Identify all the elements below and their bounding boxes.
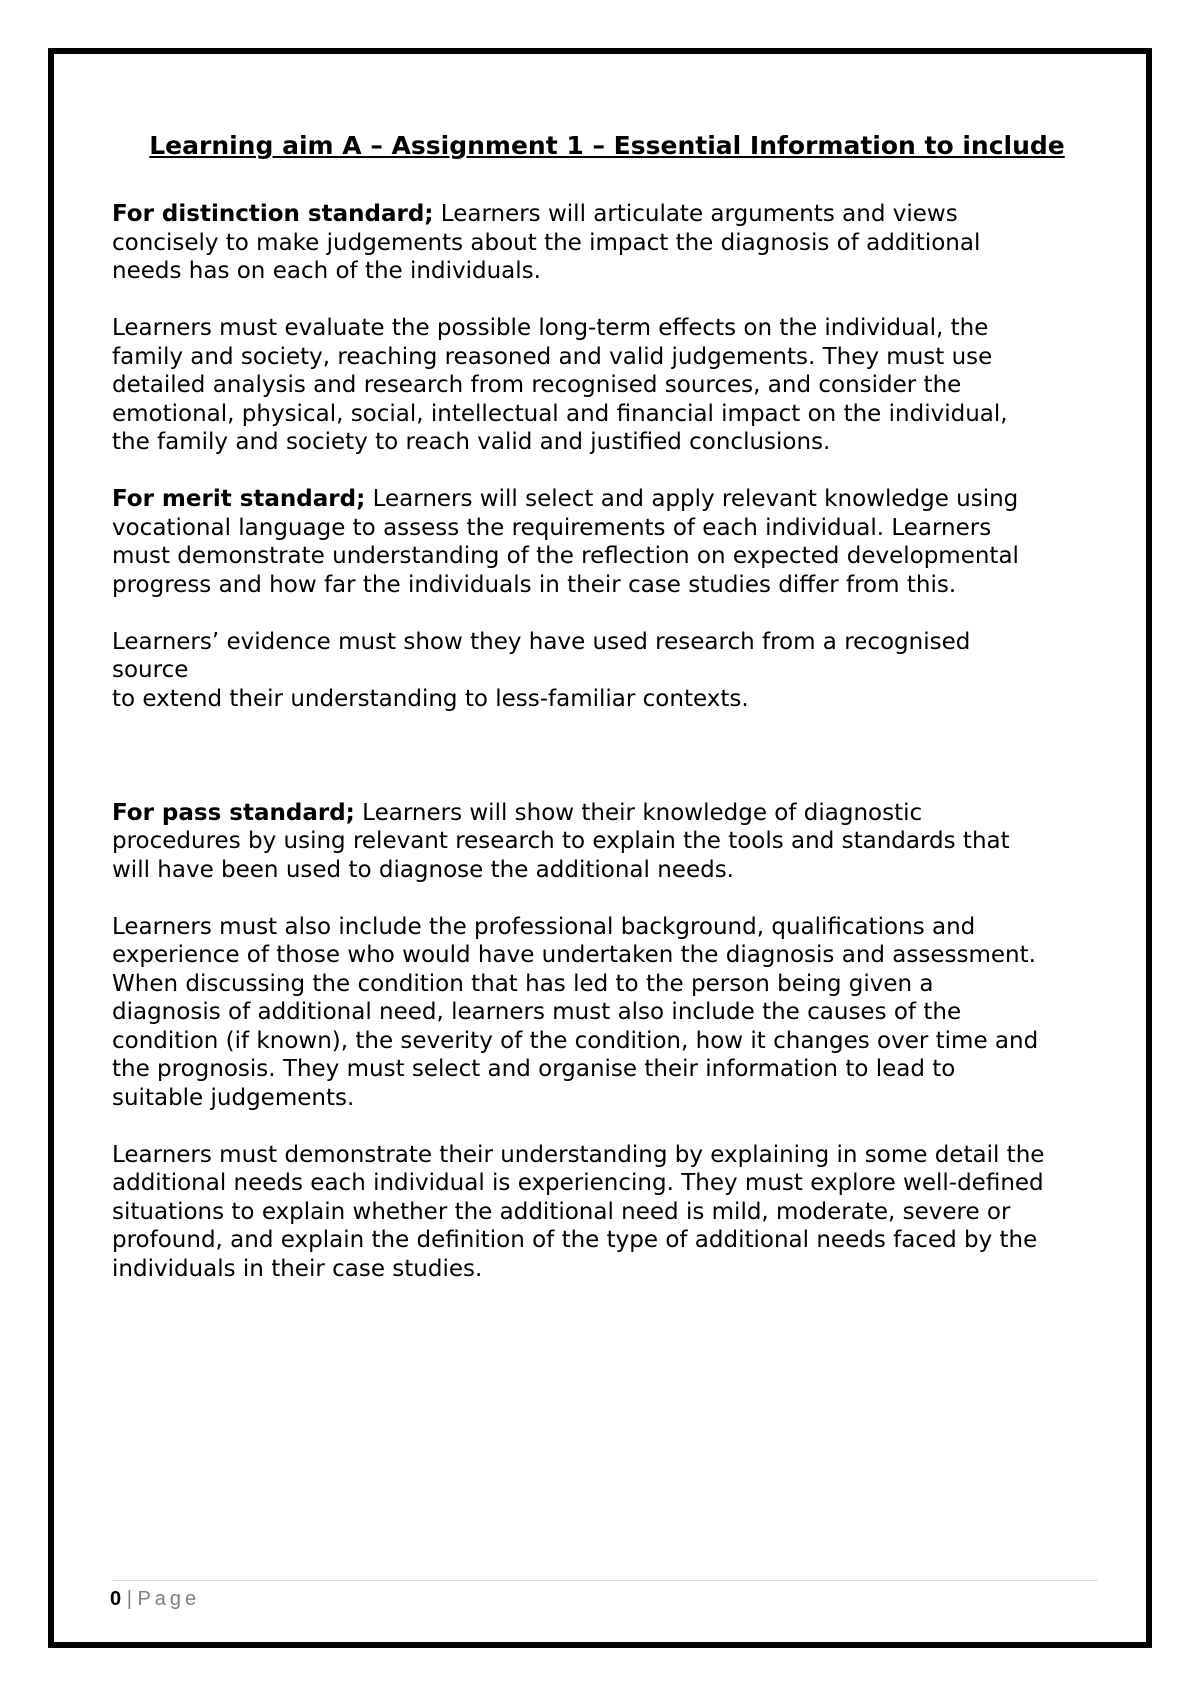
paragraph-pass-understanding — [112, 1141, 1102, 1284]
paragraph-line: situations to explain whether the additional need is mild, moderate, severe or — [112, 1198, 1011, 1225]
paragraph-line: progress and how far the individuals in their case studies differ from this. — [112, 571, 957, 598]
paragraph-line: source — [112, 657, 189, 683]
document-body — [112, 130, 1102, 1312]
paragraph-pass — [112, 799, 1102, 885]
paragraph-line: the family and society to reach valid and justified conclusions. — [112, 429, 831, 455]
paragraph-merit — [112, 485, 1102, 599]
document-title: Learning aim A – Assignment 1 – Essential Information to include — [149, 131, 1065, 160]
paragraph-line: detailed analysis and research from recognised sources, and consider the — [112, 372, 962, 398]
paragraph-line: experience of those who would have undertaken the diagnosis and assessment. — [112, 942, 1036, 968]
paragraph-line: For pass standard; Learners will show their knowledge of diagnostic — [112, 799, 923, 826]
page-label: Page — [137, 1588, 201, 1610]
paragraph-line: When discussing the condition that has led to the person being given a — [112, 970, 934, 997]
page-footer — [110, 1587, 200, 1611]
pass-heading: For pass standard; — [112, 799, 355, 826]
paragraph-line: diagnosis of additional need, learners must also include the causes of the — [112, 999, 962, 1025]
paragraph-line: family and society, reaching reasoned and valid judgements. They must use — [112, 343, 993, 370]
footer-divider — [112, 1580, 1098, 1581]
paragraph-line: condition (if known), the severity of the condition, how it changes over time and — [112, 1027, 1039, 1054]
paragraph-line: concisely to make judgements about the impact the diagnosis of additional — [112, 229, 981, 256]
paragraph-line: must demonstrate understanding of the reflection on expected developmental — [112, 543, 1019, 569]
paragraph-line: Learners’ evidence must show they have used research from a recognised — [112, 628, 971, 655]
footer-separator: | — [126, 1588, 132, 1610]
paragraph-line: procedures by using relevant research to explain the tools and standards that — [112, 828, 1010, 854]
paragraph-line: For merit standard; Learners will select and apply relevant knowledge using — [112, 486, 1019, 512]
paragraph-line: For distinction standard; Learners will articulate arguments and views — [112, 201, 958, 227]
paragraph-line: emotional, physical, social, intellectual and financial impact on the individual, — [112, 400, 1008, 427]
page-number: 0 — [110, 1588, 122, 1610]
paragraph-line: additional needs each individual is experiencing. They must explore well-defined — [112, 1170, 1044, 1196]
paragraph-line: needs has on each of the individuals. — [112, 258, 541, 284]
paragraph-distinction — [112, 200, 1102, 286]
paragraph-line: suitable judgements. — [112, 1084, 355, 1111]
paragraph-line: Learners must evaluate the possible long-term effects on the individual, the — [112, 315, 989, 341]
paragraph-line: the prognosis. They must select and organise their information to lead to — [112, 1056, 956, 1082]
blank-space — [112, 742, 1102, 799]
paragraph-line: to extend their understanding to less-familiar contexts. — [112, 685, 749, 712]
paragraph-line: Learners must also include the professional background, qualifications and — [112, 913, 976, 940]
paragraph-pass-background — [112, 913, 1102, 1113]
paragraph-line: will have been used to diagnose the additional needs. — [112, 856, 734, 883]
paragraph-merit-evidence — [112, 628, 1102, 714]
paragraph-line: profound, and explain the definition of the type of additional needs faced by the — [112, 1227, 1038, 1253]
distinction-heading: For distinction standard; — [112, 201, 434, 227]
paragraph-line: individuals in their case studies. — [112, 1255, 483, 1282]
paragraph-line: vocational language to assess the requirements of each individual. Learners — [112, 514, 992, 541]
merit-heading: For merit standard; — [112, 486, 366, 512]
paragraph-distinction-detail — [112, 314, 1102, 457]
paragraph-line: Learners must demonstrate their understanding by explaining in some detail the — [112, 1141, 1045, 1168]
